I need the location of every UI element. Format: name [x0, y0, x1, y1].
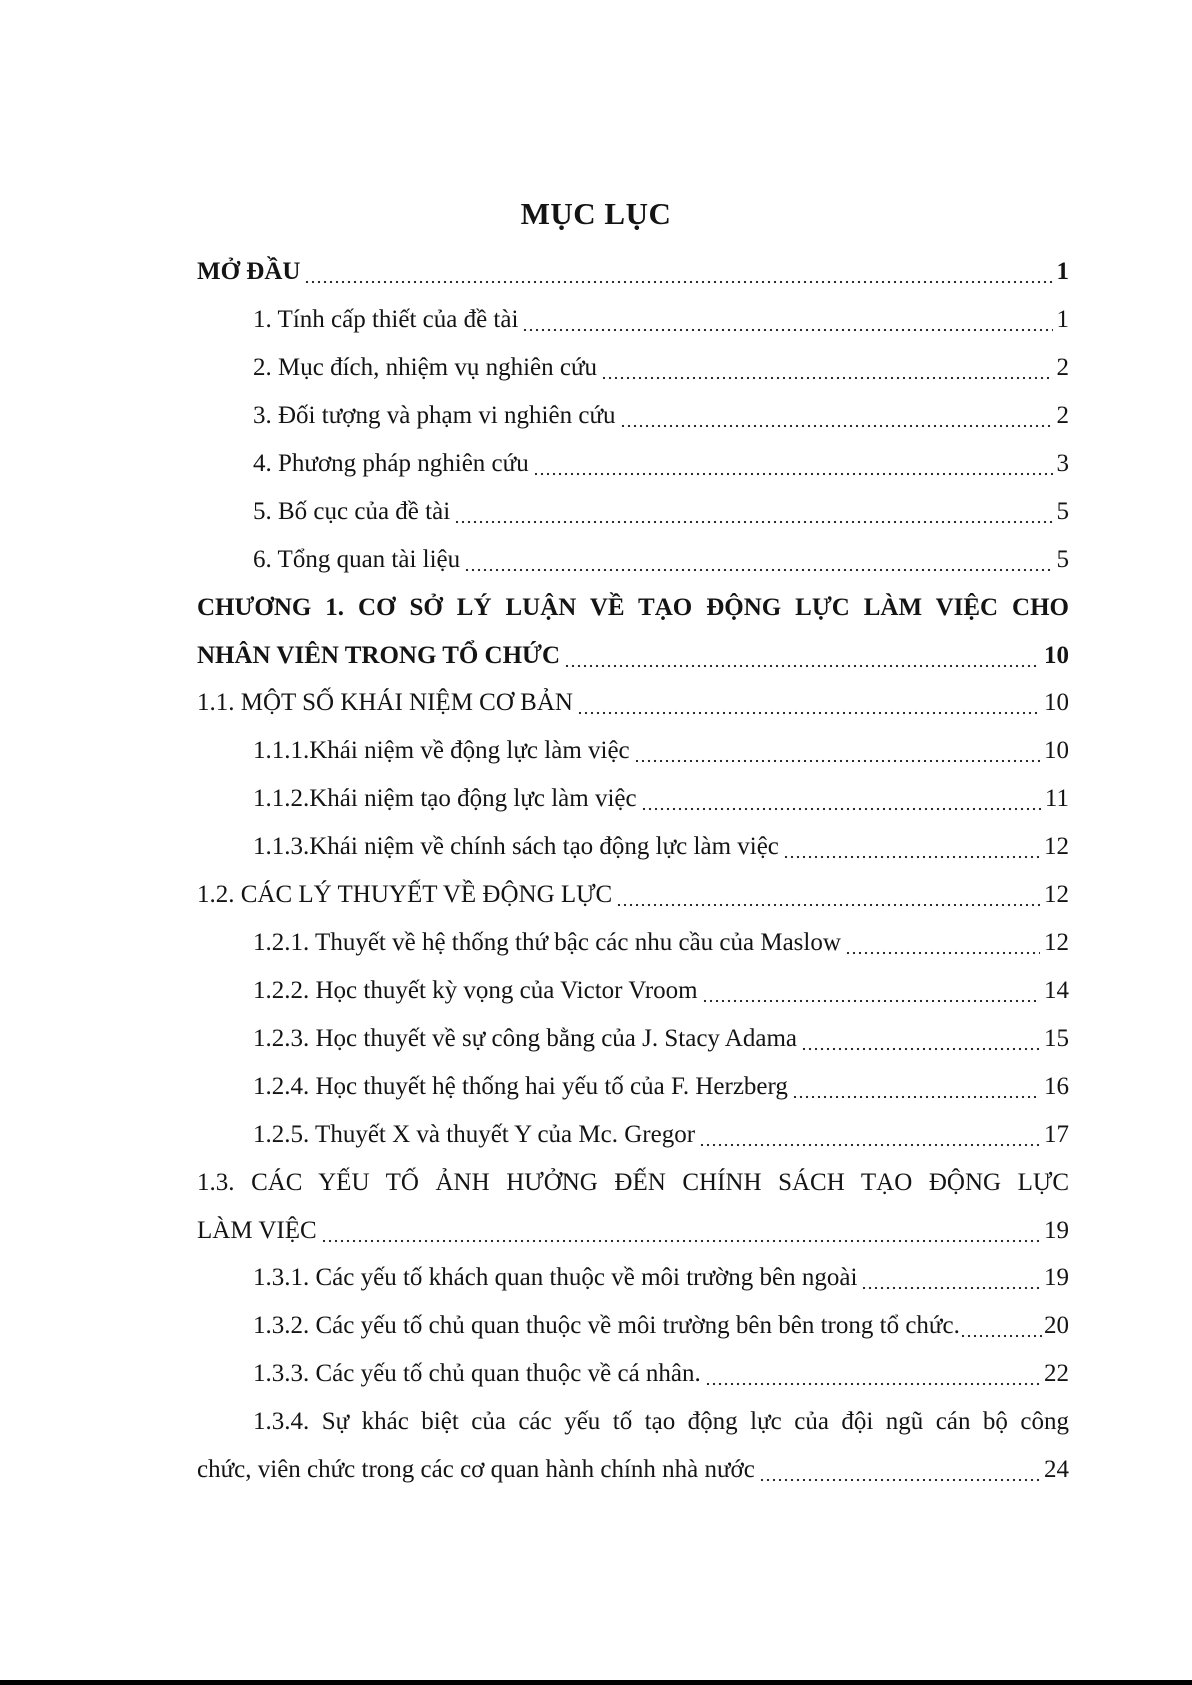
toc-page-number: 10 [1044, 737, 1069, 764]
bottom-edge-bar [0, 1680, 1192, 1685]
toc-entry-label: 1.1.3.Khái niệm về chính sách tạo động lực làm việc [253, 833, 779, 860]
dot-leader [801, 1015, 1040, 1063]
toc-page-number: 2 [1056, 402, 1069, 429]
toc-entry-label: 1.3.1. Các yếu tố khách quan thuộc về môi trường bên ngoài [253, 1264, 858, 1291]
toc-entry-label-line-2: LÀM VIỆC [197, 1217, 317, 1244]
toc-page-number: 11 [1044, 785, 1069, 812]
toc-entry-1-1-2[interactable] [197, 775, 1069, 823]
dot-leader [321, 1207, 1040, 1254]
toc-entry-label: 3. Đối tượng và phạm vi nghiên cứu [253, 402, 616, 429]
toc-entry-label: 5. Bố cục của đề tài [253, 498, 451, 525]
toc-entry-intro-2[interactable] [197, 344, 1069, 392]
toc-entry-label: 4. Phương pháp nghiên cứu [253, 450, 529, 477]
toc-entry-section-1-2[interactable] [197, 871, 1069, 919]
dot-leader [304, 248, 1052, 296]
dot-leader [641, 775, 1041, 823]
toc-entry-label: 1.2.1. Thuyết về hệ thống thứ bậc các nhu cầu của Maslow [253, 929, 841, 956]
dot-leader [702, 967, 1040, 1015]
toc-entry-chapter-1[interactable] [197, 584, 1069, 679]
toc-entry-label: 1.3.2. Các yếu tố chủ quan thuộc về môi trường bên bên trong tổ chức. [253, 1312, 960, 1339]
toc-entry-label: 1.2.5. Thuyết X và thuyết Y của Mc. Gregor [253, 1121, 696, 1148]
toc-page-number: 12 [1044, 929, 1069, 956]
toc-entry-label-line-1: 1.3.4. Sự khác biệt của các yếu tố tạo động lực của đội ngũ cán bộ công [253, 1408, 1069, 1435]
dot-leader [454, 488, 1052, 536]
toc-entry-label: MỞ ĐẦU [197, 258, 301, 285]
toc-page-number: 19 [1044, 1217, 1069, 1244]
dot-leader [861, 1254, 1040, 1302]
toc-entry-label: 1.1.1.Khái niệm về động lực làm việc [253, 737, 630, 764]
toc-entry-mo-dau[interactable] [197, 248, 1069, 296]
toc-page-number: 20 [1044, 1312, 1069, 1339]
toc-page-number: 10 [1044, 689, 1069, 716]
dot-leader [845, 919, 1040, 967]
toc-page-number: 16 [1044, 1073, 1069, 1100]
toc-page-number: 5 [1056, 498, 1069, 525]
page-title: MỤC LỤC [520, 196, 672, 231]
toc-page-number: 14 [1044, 977, 1069, 1004]
table-of-contents [197, 248, 1069, 1493]
dot-leader [783, 823, 1040, 871]
dot-leader [577, 679, 1040, 727]
toc-page-number: 10 [1044, 642, 1069, 669]
toc-page-number: 2 [1056, 354, 1069, 381]
toc-page-number: 24 [1044, 1456, 1069, 1483]
dot-leader [620, 392, 1053, 440]
toc-entry-1-2-2[interactable] [197, 967, 1069, 1015]
toc-entry-label: 1.3.3. Các yếu tố chủ quan thuộc về cá nhân. [253, 1360, 701, 1387]
toc-entry-1-2-1[interactable] [197, 919, 1069, 967]
toc-entry-1-3-2[interactable] [197, 1302, 1069, 1350]
toc-entry-label: 1.2.4. Học thuyết hệ thống hai yếu tố của F. Herzberg [253, 1073, 788, 1100]
toc-entry-section-1-1[interactable] [197, 679, 1069, 727]
toc-page-number: 15 [1044, 1025, 1069, 1052]
dot-leader [616, 871, 1040, 919]
toc-entry-intro-4[interactable] [197, 440, 1069, 488]
toc-entry-1-3-4[interactable] [197, 1398, 1069, 1493]
toc-page-number: 12 [1044, 833, 1069, 860]
dot-leader [601, 344, 1052, 392]
toc-entry-label: 1.2.2. Học thuyết kỳ vọng của Victor Vroom [253, 977, 698, 1004]
dot-leader [564, 632, 1040, 679]
toc-entry-1-3-1[interactable] [197, 1254, 1069, 1302]
toc-entry-1-2-3[interactable] [197, 1015, 1069, 1063]
toc-entry-intro-6[interactable] [197, 536, 1069, 584]
toc-entry-label: 2. Mục đích, nhiệm vụ nghiên cứu [253, 354, 598, 381]
toc-entry-label: 1.2. CÁC LÝ THUYẾT VỀ ĐỘNG LỰC [197, 881, 613, 908]
dot-leader [960, 1302, 1042, 1350]
toc-entry-1-2-4[interactable] [197, 1063, 1069, 1111]
dot-leader [705, 1350, 1040, 1398]
toc-entry-intro-5[interactable] [197, 488, 1069, 536]
toc-entry-label-line-2: NHÂN VIÊN TRONG TỔ CHỨC [197, 642, 561, 669]
toc-entry-label-line-2: chức, viên chức trong các cơ quan hành chính nhà nước [197, 1456, 755, 1483]
toc-page-number: 3 [1056, 450, 1069, 477]
toc-entry-1-1-1[interactable] [197, 727, 1069, 775]
toc-page-number: 12 [1044, 881, 1069, 908]
dot-leader [634, 727, 1040, 775]
dot-leader [792, 1063, 1040, 1111]
toc-entry-1-2-5[interactable] [197, 1111, 1069, 1159]
toc-entry-label: 1.2.3. Học thuyết về sự công bằng của J. Stacy Adama [253, 1025, 797, 1052]
toc-page-number: 22 [1044, 1360, 1069, 1387]
toc-entry-intro-3[interactable] [197, 392, 1069, 440]
toc-entry-1-1-3[interactable] [197, 823, 1069, 871]
dot-leader [699, 1111, 1040, 1159]
toc-page-number: 5 [1056, 546, 1069, 573]
toc-page-number: 1 [1056, 258, 1069, 285]
toc-entry-1-3-3[interactable] [197, 1350, 1069, 1398]
dot-leader [464, 536, 1052, 584]
toc-entry-label-line-1: CHƯƠNG 1. CƠ SỞ LÝ LUẬN VỀ TẠO ĐỘNG LỰC LÀM VIỆC CHO [197, 594, 1069, 621]
dot-leader [522, 296, 1052, 344]
toc-entry-label: 1. Tính cấp thiết của đề tài [253, 306, 519, 333]
toc-entry-label: 1.1. MỘT SỐ KHÁI NIỆM CƠ BẢN [197, 689, 573, 716]
toc-entry-label: 1.1.2.Khái niệm tạo động lực làm việc [253, 785, 637, 812]
dot-leader [759, 1446, 1040, 1493]
toc-entry-label-line-1: 1.3. CÁC YẾU TỐ ẢNH HƯỞNG ĐẾN CHÍNH SÁCH TẠO ĐỘNG LỰC [197, 1169, 1069, 1196]
toc-page-number: 1 [1056, 306, 1069, 333]
toc-page-number: 17 [1044, 1121, 1069, 1148]
toc-entry-label: 6. Tổng quan tài liệu [253, 546, 461, 573]
toc-entry-intro-1[interactable] [197, 296, 1069, 344]
toc-entry-section-1-3[interactable] [197, 1159, 1069, 1254]
dot-leader [533, 440, 1053, 488]
toc-page-number: 19 [1044, 1264, 1069, 1291]
